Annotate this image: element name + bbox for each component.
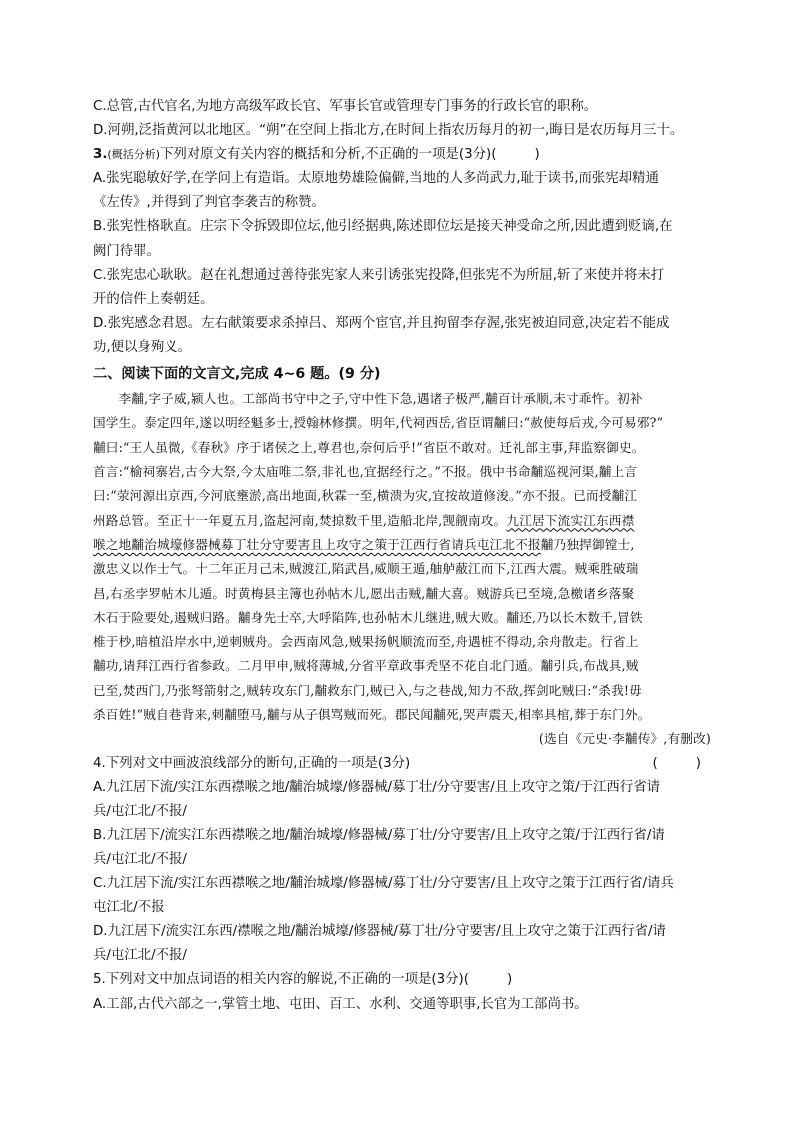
question-3-stem [93,143,713,167]
answer-paren: ( ) [652,755,701,771]
passage-text: 黼乃独捍御镗士, [540,536,635,552]
passage-line: 昌,右丞孛罗帖木儿遁。时黄梅县主簿也孙帖木儿,愿出击贼,黼大喜。贼游兵已至境,急檄诸乡落聚 [93,585,635,601]
q5-option-a: A.工部,古代六部之一,掌管土地、屯田、百工、水利、交通等职事,长官为工部尚书。 [93,996,588,1012]
q3-option-b-line2: 阙门待罪。 [93,243,160,259]
q3-option-c-line2: 开的信件上奏朝廷。 [93,291,214,307]
question-number: 3. [93,147,108,163]
passage-line: 已至,焚西门,乃张弩箭射之,贼转攻东门,黼救东门,贼已入,与之巷战,知力不敌,挥剑叱贼曰:“杀我!毋 [93,682,642,698]
passage-line: 曰:“荥河源出京西,今河底壅淤,高出地面,秋霖一至,横溃为灾,宜按故道修浚。”亦不报。已而授黼江 [93,488,638,504]
passage-line: 黼曰:“王人虽微,《春秋》序于诸侯之上,尊君也,奈何后乎!”省臣不敢对。迁礼部主事,拜监察御史。 [93,439,645,455]
q3-option-d-line2: 功,便以身殉义。 [93,339,191,355]
question-tag: (概括分析) [107,148,160,162]
passage-line [93,509,713,533]
passage-source: (选自《元史·李黼传》,有删改) [538,731,711,747]
passage-line: 杀百姓!”贼自巷背来,刺黼堕马,黼与从子俱骂贼而死。郡民闻黼死,哭声震天,相率具棺,葬于东门外。 [93,706,651,722]
question-text: 5.下列对文中加点词语的相关内容的解说,不正确的一项是(3分)( [93,972,469,988]
q4-option-a-line2: 兵/屯江北/不报/ [93,803,187,819]
question-5-stem [93,968,713,992]
q3-option-a-line1: A.张宪聪敏好学,在学问上有造诣。太原地势雄险偏僻,当地的人多尚武力,耻于读书,而张宪却精通 [93,171,659,187]
q4-option-b-line2: 兵/屯江北/不报/ [93,851,187,867]
q4-option-c-line2: 屯江北/不报 [93,900,165,916]
q4-option-d-line1: D.九江居下/流实江东西/襟喉之地/黼治城壕/修器械/募丁壮/分守要害/且上攻守之策于江西行省/请 [93,924,666,940]
classical-passage [93,387,713,751]
passage-line: 首言:“榆祠寨岩,古今大祭,今太庙唯二祭,非礼也,宜据经行之。”不报。俄中书命黼巡视河渠,黼上言 [93,464,638,480]
q4-option-d-line2: 兵/屯江北/不报/ [93,948,187,964]
exam-page [93,95,713,1017]
q3-option-a-line2: 《左传》,并得到了判官李袭吉的称赞。 [93,195,325,211]
answer-paren-close: ) [507,972,513,988]
q4-option-a-line1: A.九江居下流/实江东西襟喉之地/黼治城壕/修器械/募丁壮/分守要害/且上攻守之策/于江西行省请 [93,779,660,795]
passage-line: 木石于险要处,遏贼归路。黼身先士卒,大呼陷阵,也孙帖木儿继进,贼大败。黼还,乃以长木数千,冒铁 [93,609,643,625]
q3-option-b-line1: B.张宪性格耿直。庄宗下令拆毁即位坛,他引经据典,陈述即位坛是接天神受命之所,因此遭到贬谪,在 [93,219,673,235]
passage-line: 椎于杪,暗植沿岸水中,逆刺贼舟。会西南风急,贼果扬帆顺流而至,舟遇桩不得动,余舟散走。行省上 [93,634,639,650]
q4-option-b-line1: B.九江居下/流实江东西襟喉之地/黼治城壕/修器械/募丁壮/分守要害/且上攻守之策/于江西行省/请 [93,827,665,843]
passage-line: 李黼,字子威,颍人也。工部尚书守中之子,守中性下急,遇诸子极严,黼百计承顺,未寸乖忤。初补 [93,391,643,407]
question-text: 4.下列对文中画波浪线部分的断句,正确的一项是(3分) [93,755,411,771]
passage-line: 激忠义以作士气。十二年正月己未,贼渡江,陷武昌,威顺王遁,舳舻蔽江而下,江西大震。贼乘胜破瑞 [93,561,639,577]
passage-line [93,533,713,557]
question-text: 下列对原文有关内容的概括和分析,不正确的一项是(3分)( [160,147,497,163]
wavy-underlined-text: 喉之地黼治城壕修器械募丁壮分守要害且上攻守之策于江西行省请兵屯江北不报 [93,536,541,552]
question-4-stem [93,752,713,776]
q3-option-c-line1: C.张宪忠心耿耿。赵在礼想通过善待张宪家人来引诱张宪投降,但张宪不为所屈,斩了来使并将未打 [93,267,665,283]
wavy-underlined-text: 九江居下流实江东西襟 [506,512,635,528]
section-heading: 二、阅读下面的文言文,完成 4~6 题。(9 分) [93,366,381,383]
q2-option-c: C.总管,古代官名,为地方高级军政长官、军事长官或管理专门事务的行政长官的职称。 [93,99,598,114]
q4-option-c-line1: C.九江居下流/实江东西襟喉之地/黼治城壕/修器械/募丁壮/分守要害/且上攻守之策于江西行省/请兵 [93,876,674,892]
passage-text: 州路总管。至正十一年夏五月,盗起河南,焚掠数千里,造船北岸,觊觎南攻。 [93,512,507,528]
passage-line: 黼功,请拜江西行省参政。二月甲申,贼将薄城,分省平章政事秃坚不花自北门遁。黼引兵,布战具,贼 [93,658,639,674]
answer-paren-close: ) [534,147,540,163]
passage-line: 国学生。泰定四年,遂以明经魁多士,授翰林修撰。明年,代祠西岳,省臣谓黼曰:“赦使每后戎,今可易邪?” [93,415,664,431]
q2-option-d: D.河朔,泛指黄河以北地区。“朔”在空间上指北方,在时间上指农历每月的初一,晦日是农历每月三十。 [93,123,684,139]
q3-option-d-line1: D.张宪感念君恩。左右献策要求杀掉吕、郑两个宦官,并且拘留李存渥,张宪被迫同意,决定若不能成 [93,315,670,331]
